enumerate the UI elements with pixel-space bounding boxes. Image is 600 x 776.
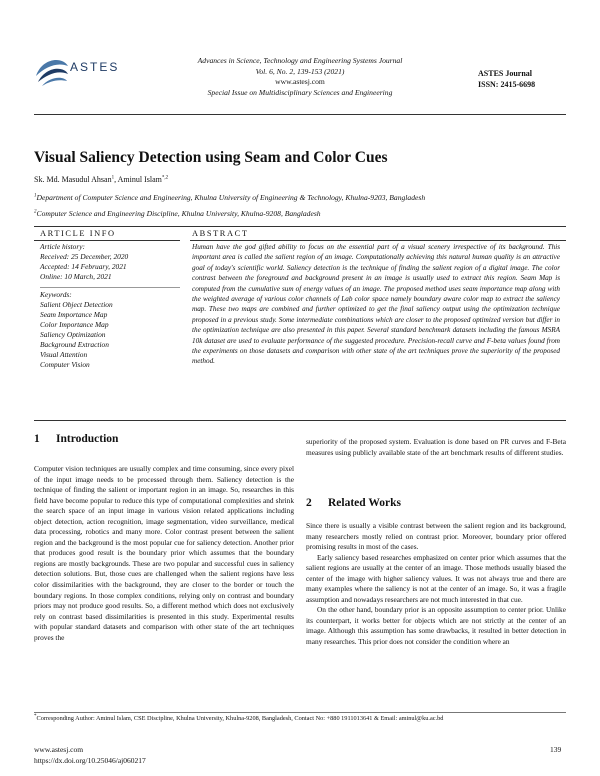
article-history bbox=[40, 242, 180, 282]
accepted-date: Accepted: 14 February, 2021 bbox=[40, 262, 127, 271]
history-label: Article history: bbox=[40, 242, 85, 251]
section-2-heading bbox=[306, 497, 401, 509]
keyword-item: Saliency Optimization bbox=[40, 330, 106, 339]
page-number: 139 bbox=[550, 745, 562, 754]
affil-1-text: Department of Computer Science and Engineering, Khulna University of Engineering & Technology, Khulna-9203, Bangladesh bbox=[36, 193, 426, 202]
related-paragraph-2: Early saliency based researches emphasized on center prior which assumes that the salient regions are usually at the center of an image. Those methods usually biased the center of the image with higher saliency values. It was not always true and there are many examples where the saliency is not at the center of an image. So, it was a fragile assumption and nowadays researchers are not much interested in that cue. bbox=[306, 552, 566, 604]
related-paragraph-1: Since there is usually a visible contrast between the salient region and its background, many researchers mostly relied on contrast prior. Moreover, boundary prior offered promising results in most of the cases. bbox=[306, 521, 566, 552]
special-issue: Special Issue on Multidisciplinary Sciences and Engineering bbox=[207, 87, 393, 97]
affil-2-sup: 2 bbox=[34, 209, 37, 215]
keyword-item: Background Extraction bbox=[40, 340, 109, 349]
section-1-number: 1 bbox=[34, 433, 40, 445]
author-1: Sk. Md. Masudul Ahsan bbox=[34, 175, 112, 184]
keyword-item: Computer Vision bbox=[40, 360, 90, 369]
footnote-mark: * bbox=[34, 714, 37, 719]
info-top-rule bbox=[34, 226, 566, 227]
online-date: Online: 10 March, 2021 bbox=[40, 272, 112, 281]
info-heading-rule-left bbox=[34, 240, 180, 241]
author-2-sup: *,2 bbox=[161, 175, 169, 181]
keyword-item: Visual Attention bbox=[40, 350, 88, 359]
article-info-heading: ARTICLE INFO bbox=[40, 229, 116, 238]
affiliation-2 bbox=[34, 209, 574, 218]
paper-title: Visual Saliency Detection using Seam and Color Cues bbox=[34, 149, 388, 166]
received-date: Received: 25 December, 2020 bbox=[40, 252, 129, 261]
abstract-heading: ABSTRACT bbox=[192, 229, 249, 238]
section-1-title: Introduction bbox=[56, 433, 119, 445]
footnote-text: Corresponding Author: Aminul Islam, CSE Discipline, Khulna University, Khulna-9208, Bangladesh, Contact No: +880 1911013641 & Email: aminul@ku.ac.bd bbox=[36, 715, 444, 723]
journal-name: Advances in Science, Technology and Engineering Systems Journal bbox=[197, 56, 403, 65]
footer-website[interactable]: www.astesj.com bbox=[34, 745, 84, 754]
journal-volume: Vol. 6, No. 2, 139-153 (2021) bbox=[255, 66, 345, 76]
footnote bbox=[34, 714, 564, 722]
section-2-number: 2 bbox=[306, 497, 312, 509]
affil-2-text: Computer Science and Engineering Discipline, Khulna University, Khulna-9208, Bangladesh bbox=[36, 209, 321, 218]
left-column bbox=[34, 464, 294, 643]
author-2: Aminul Islam bbox=[117, 175, 162, 184]
journal-short-name: ASTES Journal bbox=[478, 69, 533, 78]
abstract-bottom-rule bbox=[34, 420, 566, 421]
intro-continuation: superiority of the proposed system. Evaluation is done based on PR curves and F-Beta measures using publicly available state of the art benchmark results of different studies. bbox=[306, 437, 566, 457]
affil-1-sup: 1 bbox=[34, 193, 37, 199]
affiliation-1 bbox=[34, 193, 574, 202]
info-heading-rule-right bbox=[190, 240, 566, 241]
issn-block bbox=[478, 68, 535, 90]
author-separator: , bbox=[114, 175, 118, 184]
keyword-item: Color Importance Map bbox=[40, 320, 109, 329]
authors bbox=[34, 175, 168, 184]
journal-website: www.astesj.com bbox=[275, 77, 325, 86]
logo-text: ASTES bbox=[70, 60, 120, 74]
journal-header bbox=[150, 56, 450, 98]
page-footer bbox=[34, 745, 146, 766]
keywords-label: Keywords: bbox=[40, 290, 72, 299]
issn: ISSN: 2415-6698 bbox=[478, 80, 536, 89]
abstract-text: Human have the god gifted ability to focus on the essential part of a visual scenery irrespective of its background. This important area is called the salient region of an image. Computationally achieving this natural human quality is an attractive goal of today's scientific world. Saliency detection is the technique of finding the salient region of a digital image. The color contrast between the foreground and background present in an image is usually used to extract this region. Seam Map is computed from the cumulative sum of energy values of an image. The proposed method uses seam importance map along with the weighted average of various color channels of Lab color space namely boundary aware color map to extract the saliency map. These two maps are combined and further optimized to get the final saliency output using the optimization technique proposed in a previous study. Some intermediate combinations which are closer to the proposed optimized version but differ in the optimization technique are also presented in this paper. Several standard benchmark datasets including the famous MSRA 10k dataset are used to evaluate performance of the suggested procedure. Precision-recall curve and F-beta values found from the experiments on those datasets and comparison with other state of the art techniques prove the superiority of the proposed method. bbox=[192, 243, 560, 366]
keyword-item: Salient Object Detection bbox=[40, 300, 113, 309]
related-paragraph-3: On the other hand, boundary prior is an opposite assumption to center prior. Unlike its counterpart, it works better for objects which are not strictly at the center of an image. Although this assumption has some drawbacks, it resulted in better detection in many researches. This prior does not consider the condition where an bbox=[306, 605, 566, 647]
header-rule bbox=[34, 114, 566, 115]
author-1-sup: 1 bbox=[111, 175, 115, 181]
footnote-rule bbox=[34, 712, 566, 713]
right-column bbox=[306, 521, 566, 648]
keywords-block bbox=[40, 290, 180, 370]
intro-paragraph: Computer vision techniques are usually complex and time consuming, since every pixel of the input image needs to be processed through them. Saliency detection is the technique of finding the salient or important region in an image. So, researches in this field have become popular to reduce this type of computational complexities and shrink the search space of an input image in various vision related applications including object detection, action recognition, image segmentation, video surveillance, medical data processing, robotics and many more. Color contrast present between the salient region and the background is the most popular cue for saliency detection. Another prior that produces good result is the boundary prior which assumes that the boundary regions are mostly backgrounds. These are two popular and successful cues in saliency detection solutions. But, those cues are challenged when the salient regions have less color dissimilarities with the background, they are closer to the border or touch the boundary regions. In those complex conditions, relying only on contrast and boundary priors may not produce good results. So, a different method which does not exclusively rely on contrast based dissimilarities is presented in this study. Experimental results with popular standard datasets and comparison with other state of the art techniques proves the bbox=[34, 464, 294, 642]
section-1-heading bbox=[34, 433, 118, 445]
right-column-top bbox=[306, 437, 566, 458]
keyword-item: Seam Importance Map bbox=[40, 310, 108, 319]
history-rule bbox=[40, 287, 180, 288]
section-2-title: Related Works bbox=[328, 497, 401, 509]
footer-doi[interactable]: https://dx.doi.org/10.25046/aj060217 bbox=[34, 755, 146, 765]
